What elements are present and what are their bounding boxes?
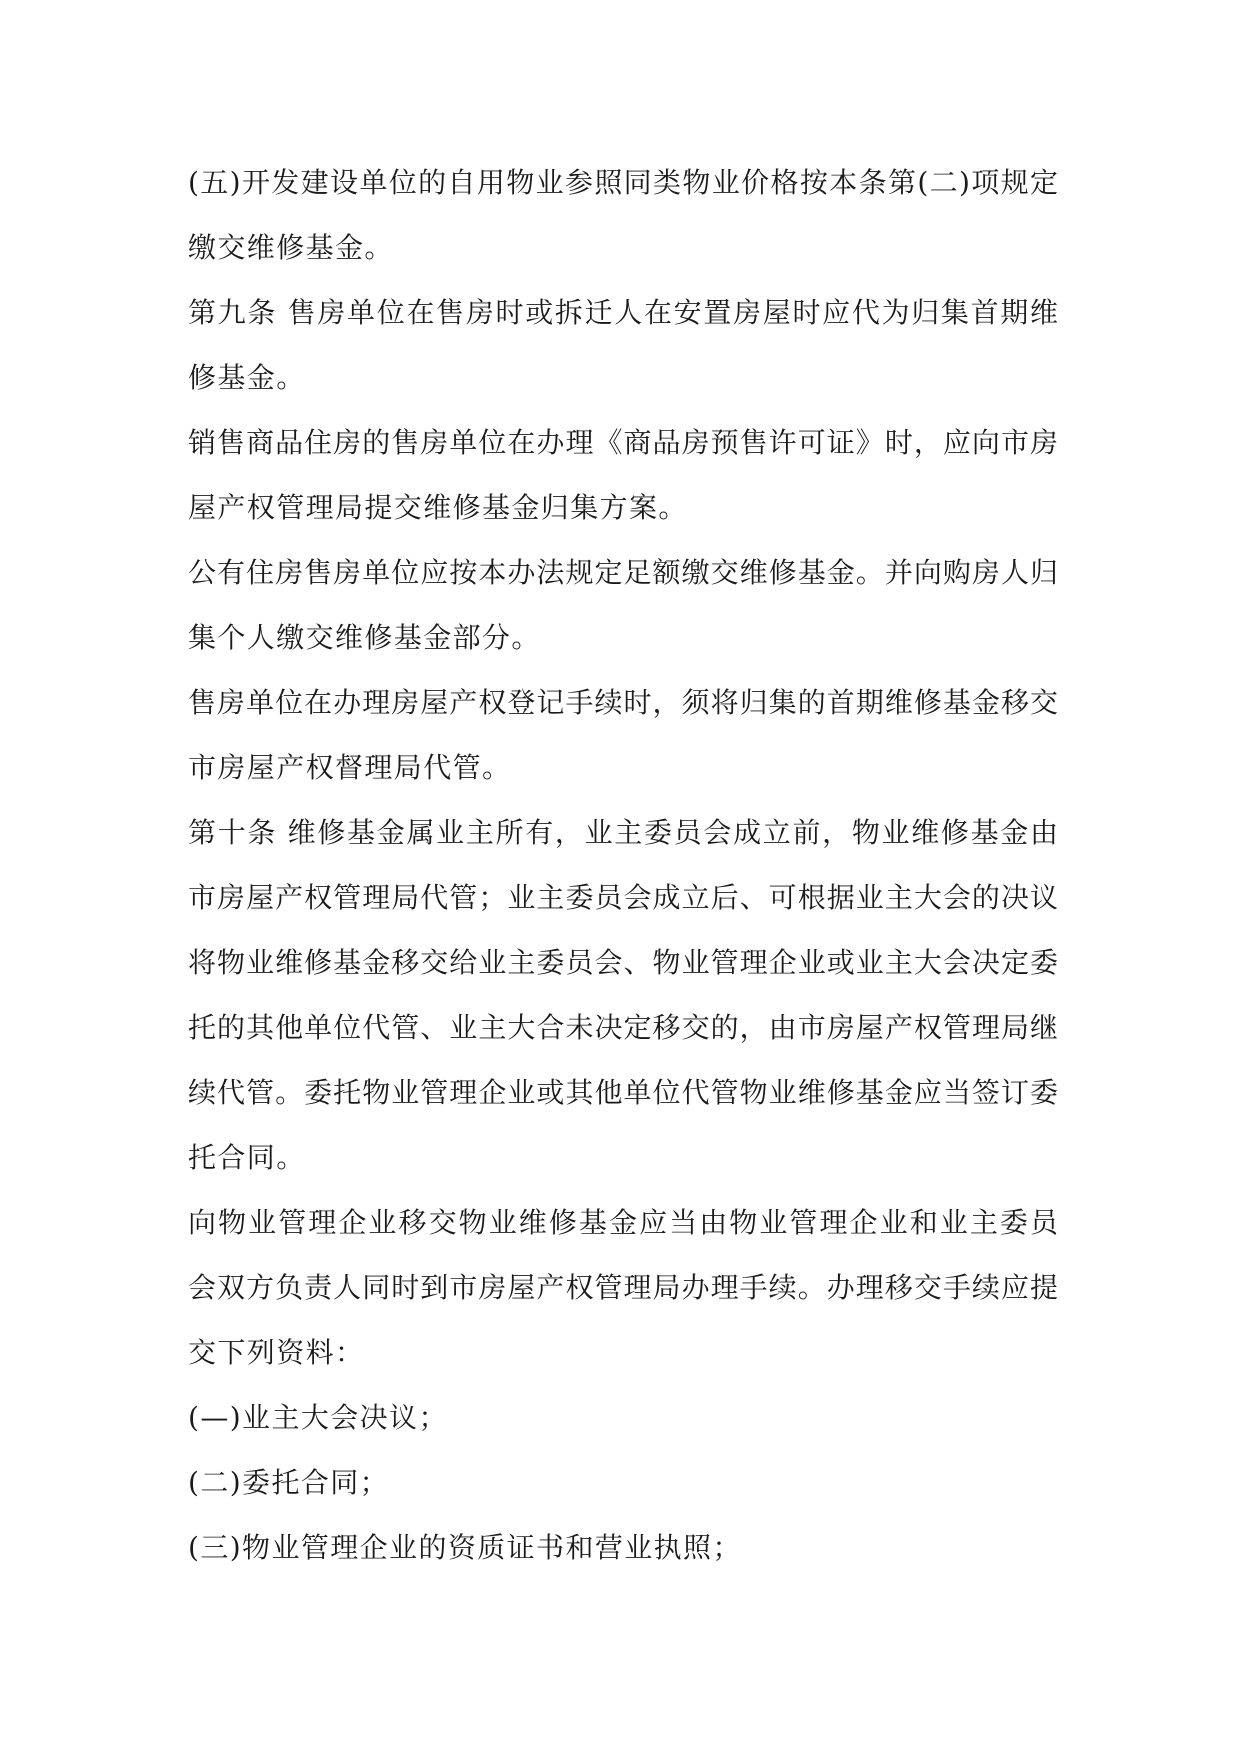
text-line: (五)开发建设单位的自用物业参照同类物业价格按本条第(二)项规定 (188, 166, 1058, 199)
text-line: 售房单位在办理房屋产权登记手续时，须将归集的首期维修基金移交 (188, 686, 1058, 719)
text-line: 集个人缴交维修基金部分。 (188, 621, 541, 654)
text-line: 公有住房售房单位应按本办法规定足额缴交维修基金。并向购房人归 (188, 556, 1058, 589)
list-item: (—)业主大会决议； (188, 1401, 448, 1434)
text-line: 交下列资料： (188, 1336, 365, 1369)
text-line: 会双方负责人同时到市房屋产权管理局办理手续。办理移交手续应提 (188, 1271, 1058, 1304)
text-line: 市房屋产权督理局代管。 (188, 751, 512, 784)
text-line: 续代管。委托物业管理企业或其他单位代管物业维修基金应当签订委 (188, 1076, 1058, 1109)
text-line: 托合同。 (188, 1141, 306, 1174)
article-10-heading-line: 第十条 维修基金属业主所有，业主委员会成立前，物业维修基金由 (188, 816, 1058, 849)
text-line: 销售商品住房的售房单位在办理《商品房预售许可证》时，应向市房 (188, 426, 1058, 459)
document-body (188, 158, 1058, 1588)
text-line: 缴交维修基金。 (188, 231, 394, 264)
text-line: 市房屋产权管理局代管；业主委员会成立后、可根据业主大会的决议 (188, 881, 1058, 914)
text-line: 将物业维修基金移交给业主委员会、物业管理企业或业主大会决定委 (188, 946, 1058, 979)
text-line: 托的其他单位代管、业主大合未决定移交的，由市房屋产权管理局继 (188, 1011, 1058, 1044)
list-item: (三)物业管理企业的资质证书和营业执照； (188, 1531, 742, 1564)
text-line: 向物业管理企业移交物业维修基金应当由物业管理企业和业主委员 (188, 1206, 1058, 1239)
text-line: 屋产权管理局提交维修基金归集方案。 (188, 491, 688, 524)
list-item: (二)委托合同； (188, 1466, 390, 1499)
text-line: 修基金。 (188, 361, 306, 394)
article-9-heading-line: 第九条 售房单位在售房时或拆迁人在安置房屋时应代为归集首期维 (188, 296, 1058, 329)
